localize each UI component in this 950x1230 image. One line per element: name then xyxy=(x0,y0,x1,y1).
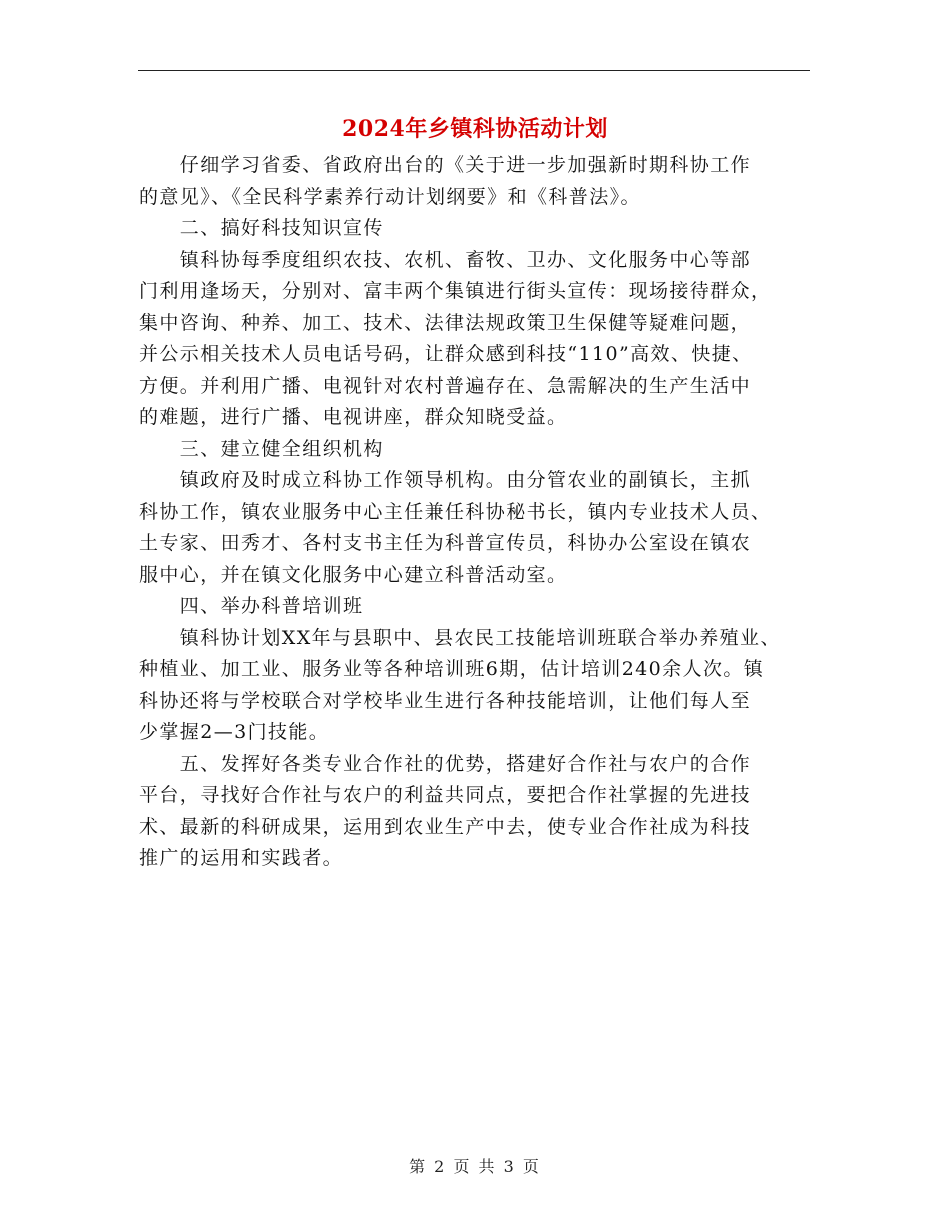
body-line: 种植业、加工业、服务业等各种培训班6期，估计培训240余人次。镇 xyxy=(139,658,765,680)
body-line: 并公示相关技术人员电话号码，让群众感到科技“110”高效、快捷、 xyxy=(139,343,753,365)
body-line: 仔细学习省委、省政府出台的《关于进一步加强新时期科协工作 xyxy=(139,154,752,176)
body-line: 的难题，进行广播、电视讲座，群众知晓受益。 xyxy=(139,406,568,428)
header-rule xyxy=(138,70,810,71)
body-line: 的意见》、《全民科学素养行动计划纲要》和《科普法》。 xyxy=(139,185,641,208)
body-line: 集中咨询、种养、加工、技术、法律法规政策卫生保健等疑难问题， xyxy=(139,311,752,334)
body-line: 服中心，并在镇文化服务中心建立科普活动室。 xyxy=(139,563,568,586)
body-line: 镇科协每季度组织农技、农机、畜牧、卫办、文化服务中心等部 xyxy=(139,248,752,271)
body-line: 方便。并利用广播、电视针对农村普遍存在、急需解决的生产生活中 xyxy=(139,374,752,397)
body-line: 少掌握2—3门技能。 xyxy=(139,721,330,743)
document-title: 2024年乡镇科协活动计划 xyxy=(342,116,608,142)
document-body xyxy=(139,150,819,875)
section-heading: 二、搞好科技知识宣传 xyxy=(139,217,384,239)
page-number: 第 2 页 共 3 页 xyxy=(409,1157,541,1176)
body-line: 科协还将与学校联合对学校毕业生进行各种技能培训，让他们每人至 xyxy=(139,689,752,712)
body-line: 土专家、田秀才、各村支书主任为科普宣传员，科协办公室设在镇农 xyxy=(139,532,752,554)
body-line: 镇科协计划XX年与县职中、县农民工技能培训班联合举办养殖业、 xyxy=(139,626,781,649)
body-line: 镇政府及时成立科协工作领导机构。由分管农业的副镇长，主抓 xyxy=(139,469,752,491)
section-heading: 四、举办科普培训班 xyxy=(139,595,364,617)
body-line: 科协工作，镇农业服务中心主任兼任科协秘书长，镇内专业技术人员、 xyxy=(139,500,772,523)
body-line: 平台，寻找好合作社与农户的利益共同点，要把合作社掌握的先进技 xyxy=(139,784,752,806)
section-heading: 三、建立健全组织机构 xyxy=(139,437,384,460)
body-line: 门利用逢场天，分别对、富丰两个集镇进行街头宣传：现场接待群众， xyxy=(139,280,772,302)
body-line: 术、最新的科研成果，运用到农业生产中去，使专业合作社成为科技 xyxy=(139,815,752,838)
body-line: 推广的运用和实践者。 xyxy=(139,847,344,869)
body-line: 五、发挥好各类专业合作社的优势，搭建好合作社与农户的合作 xyxy=(139,752,752,775)
